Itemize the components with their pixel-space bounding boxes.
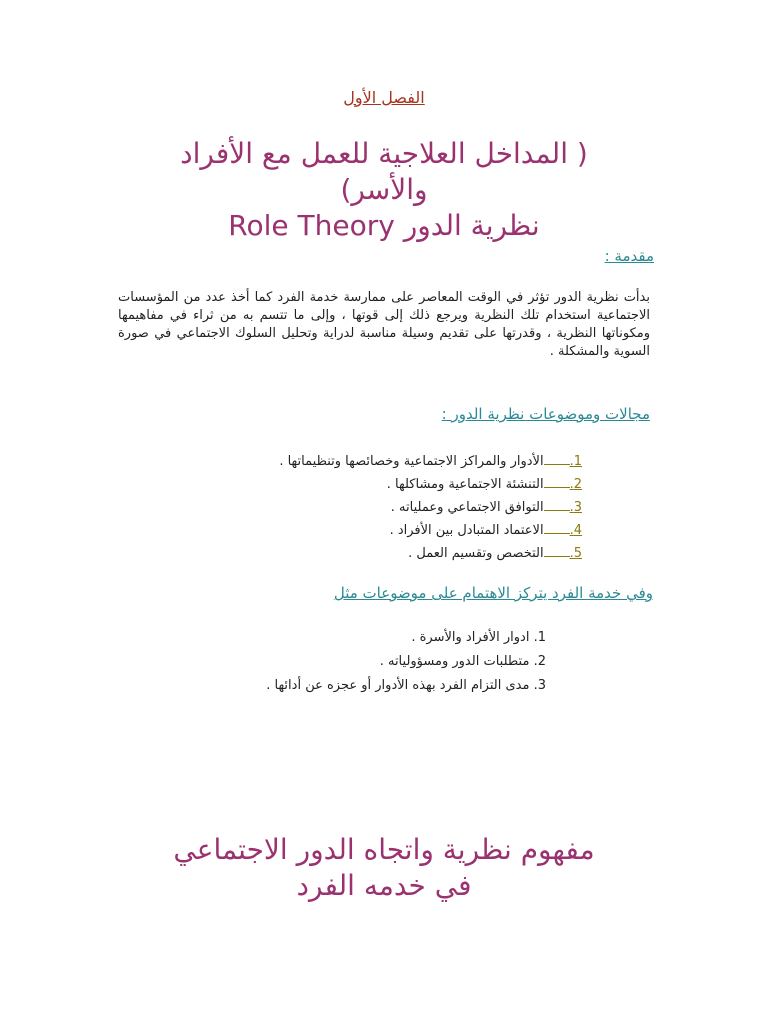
list-item [152, 450, 582, 473]
list-item [152, 519, 582, 542]
list-item [152, 473, 582, 496]
intro-heading[interactable]: مقدمة : [604, 247, 654, 265]
chapter-title: الفصل الأول [343, 88, 425, 107]
list-item-number: 1. [569, 454, 582, 469]
fields-list [152, 450, 582, 565]
concept-title [100, 832, 668, 904]
list-item-number: 3. [533, 678, 546, 693]
main-title-line-1: ( المداخل العلاجية للعمل مع الأفراد [180, 137, 588, 170]
list-item [152, 496, 582, 519]
concept-title-line-1: مفهوم نظرية واتجاه الدور الاجتماعي [173, 833, 595, 866]
list-item-text: ادوار الأفراد والأسرة . [411, 630, 530, 645]
list-item-number: 2. [569, 477, 582, 492]
list-item [166, 626, 546, 650]
list-item-text: التنشئة الاجتماعية ومشاكلها . [386, 477, 544, 492]
casework-list [166, 626, 546, 698]
main-title-line-2: والأسر) [340, 173, 428, 206]
list-item-text: مدى التزام الفرد بهذه الأدوار أو عجزه عن أدائها . [266, 678, 530, 693]
concept-title-line-2: في خدمه الفرد [296, 869, 472, 902]
list-item-text: الأدوار والمراكز الاجتماعية وخصائصها وتنظيماتها . [279, 454, 544, 469]
list-item-number: 3. [569, 500, 582, 515]
list-item-number: 2. [533, 654, 546, 669]
list-item [152, 542, 582, 565]
list-item [166, 650, 546, 674]
main-title-line-3: نظرية الدور Role Theory [228, 209, 540, 242]
main-title [60, 136, 708, 244]
fields-heading[interactable]: مجالات وموضوعات نظرية الدور : [441, 405, 650, 423]
list-item-number: 5. [569, 546, 582, 561]
list-item-number: 4. [569, 523, 582, 538]
list-item-text: الاعتماد المتبادل بين الأفراد . [389, 523, 544, 538]
list-item-number: 1. [533, 630, 546, 645]
list-item-text: التوافق الاجتماعي وعملياته . [390, 500, 544, 515]
intro-paragraph: بدأت نظرية الدور تؤثر في الوقت المعاصر على ممارسة خدمة الفرد كما أخذ عدد من المؤسسات الاجتماعية استخدام تلك النظرية ويرجع ذلك إلى قوتها ، وإلى ما تتسم به من ثراء في مفاهيمها ومكوناتها النظرية ، وقدرتها على تقديم وسيلة مناسبة لدراية وتحليل السلوك الاجتماعي في صورة السوية والمشكلة . [118, 290, 650, 359]
list-item-text: متطلبات الدور ومسؤولياته . [379, 654, 530, 669]
list-item [166, 674, 546, 698]
list-item-text: التخصص وتقسيم العمل . [408, 546, 544, 561]
casework-heading[interactable]: وفي خدمة الفرد يتركز الاهتمام على موضوعات مثل [333, 584, 653, 602]
